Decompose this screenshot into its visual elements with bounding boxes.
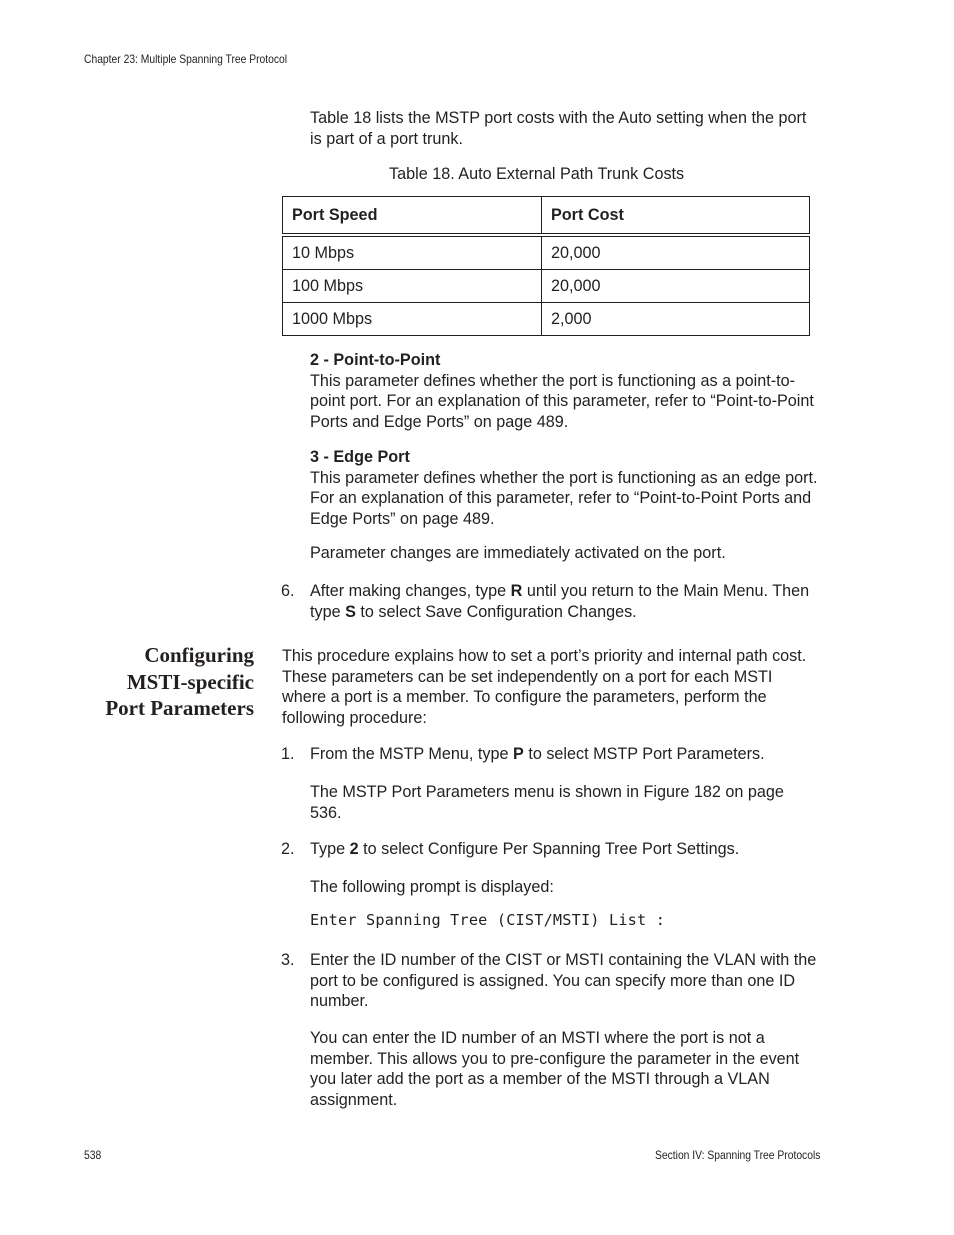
section-intro (282, 646, 806, 728)
step-note-line: assignment. (310, 1090, 398, 1109)
step-line: Enter the ID number of the CIST or MSTI containing the VLAN with the (310, 951, 817, 969)
edge-port-block (310, 447, 818, 529)
section-intro-line: where a port is a member. To configure the parameters, perform the (282, 688, 767, 706)
step-number: 3. (281, 951, 295, 969)
step-text: to select MSTP Port Parameters. (523, 745, 765, 763)
key-r: R (510, 582, 523, 600)
edge-port-title: 3 - Edge Port (310, 448, 410, 466)
step-6 (310, 581, 809, 622)
point-to-point-title: 2 - Point-to-Point (310, 351, 441, 369)
section-intro-line: following procedure: (282, 708, 427, 727)
key-2: 2 (349, 840, 359, 858)
step-note-line: you later add the port as a member of the MSTI through a VLAN (310, 1070, 770, 1088)
step-3 (310, 950, 816, 1012)
section-intro-line: These parameters can be set independently on a port for each MSTI (282, 667, 773, 686)
step-text: After making changes, type (310, 582, 511, 600)
parameter-note: Parameter changes are immediately activated on the port. (310, 544, 726, 562)
step-1-note (310, 782, 784, 823)
edge-port-line: This parameter defines whether the port is functioning as an edge port. (310, 468, 818, 487)
running-header: Chapter 23: Multiple Spanning Tree Protocol (84, 52, 288, 66)
step-text: type (310, 602, 346, 621)
key-s: S (345, 602, 356, 621)
table-row (283, 270, 810, 303)
running-footer: Section IV: Spanning Tree Protocols (655, 1148, 821, 1162)
section-title-line: Port Parameters (105, 696, 254, 720)
step-line: port to be configured is assigned. You can specify more than one ID (310, 971, 796, 990)
table-cell: 100 Mbps (283, 270, 542, 303)
table-cell: 10 Mbps (283, 235, 542, 270)
step-2-note: The following prompt is displayed: (310, 878, 554, 896)
table-cell: 20,000 (542, 270, 810, 303)
step-number: 6. (281, 582, 295, 600)
column-header-port-speed: Port Speed (283, 197, 542, 236)
port-cost-table (282, 196, 810, 336)
step-2 (310, 839, 739, 860)
edge-port-line: For an explanation of this parameter, refer to “Point-to-Point Ports and (310, 489, 812, 507)
point-to-point-line: point port. For an explanation of this parameter, refer to “Point-to-Point (310, 392, 814, 410)
step-number: 2. (281, 840, 295, 858)
column-header-port-cost: Port Cost (542, 197, 810, 236)
section-title-line: Configuring (144, 643, 254, 667)
step-note-line: member. This allows you to pre-configure the parameter in the event (310, 1049, 800, 1068)
step-1 (310, 744, 765, 765)
table-cell: 1000 Mbps (283, 303, 542, 336)
section-intro-line: This procedure explains how to set a port’s priority and internal path cost. (282, 647, 807, 665)
table-row (283, 235, 810, 270)
intro-line: Table 18 lists the MSTP port costs with the Auto setting when the port (310, 109, 807, 127)
section-title-line: MSTI-specific (126, 669, 254, 694)
table-row (283, 303, 810, 336)
table-caption: Table 18. Auto External Path Trunk Costs (389, 165, 685, 183)
point-to-point-block (310, 350, 814, 432)
point-to-point-line: This parameter defines whether the port is functioning as a point-to- (310, 371, 795, 390)
step-line: number. (310, 992, 369, 1010)
edge-port-line: Edge Ports” on page 489. (310, 509, 495, 528)
step-number: 1. (281, 745, 295, 763)
step-note-line: You can enter the ID number of an MSTI where the port is not a (310, 1029, 765, 1047)
page-number: 538 (84, 1148, 102, 1162)
prompt-code: Enter Spanning Tree (CIST/MSTI) List : (310, 911, 666, 929)
intro-line: is part of a port trunk. (310, 129, 463, 148)
step-text: to select Save Configuration Changes. (355, 602, 637, 621)
key-p: P (513, 745, 524, 763)
step-text: until you return to the Main Menu. Then (522, 582, 810, 600)
table-header-row (283, 197, 810, 236)
step-note-line: The MSTP Port Parameters menu is shown in Figure 182 on page (310, 783, 784, 801)
step-text: From the MSTP Menu, type (310, 745, 514, 763)
section-title (0, 642, 254, 722)
step-text: to select Configure Per Spanning Tree Port Settings. (358, 840, 740, 858)
step-note-line: 536. (310, 803, 342, 822)
intro-paragraph (310, 108, 806, 149)
step-3-note (310, 1028, 799, 1110)
table-cell: 2,000 (542, 303, 810, 336)
step-text: Type (310, 840, 350, 858)
table-cell: 20,000 (542, 235, 810, 270)
point-to-point-line: Ports and Edge Ports” on page 489. (310, 412, 569, 431)
